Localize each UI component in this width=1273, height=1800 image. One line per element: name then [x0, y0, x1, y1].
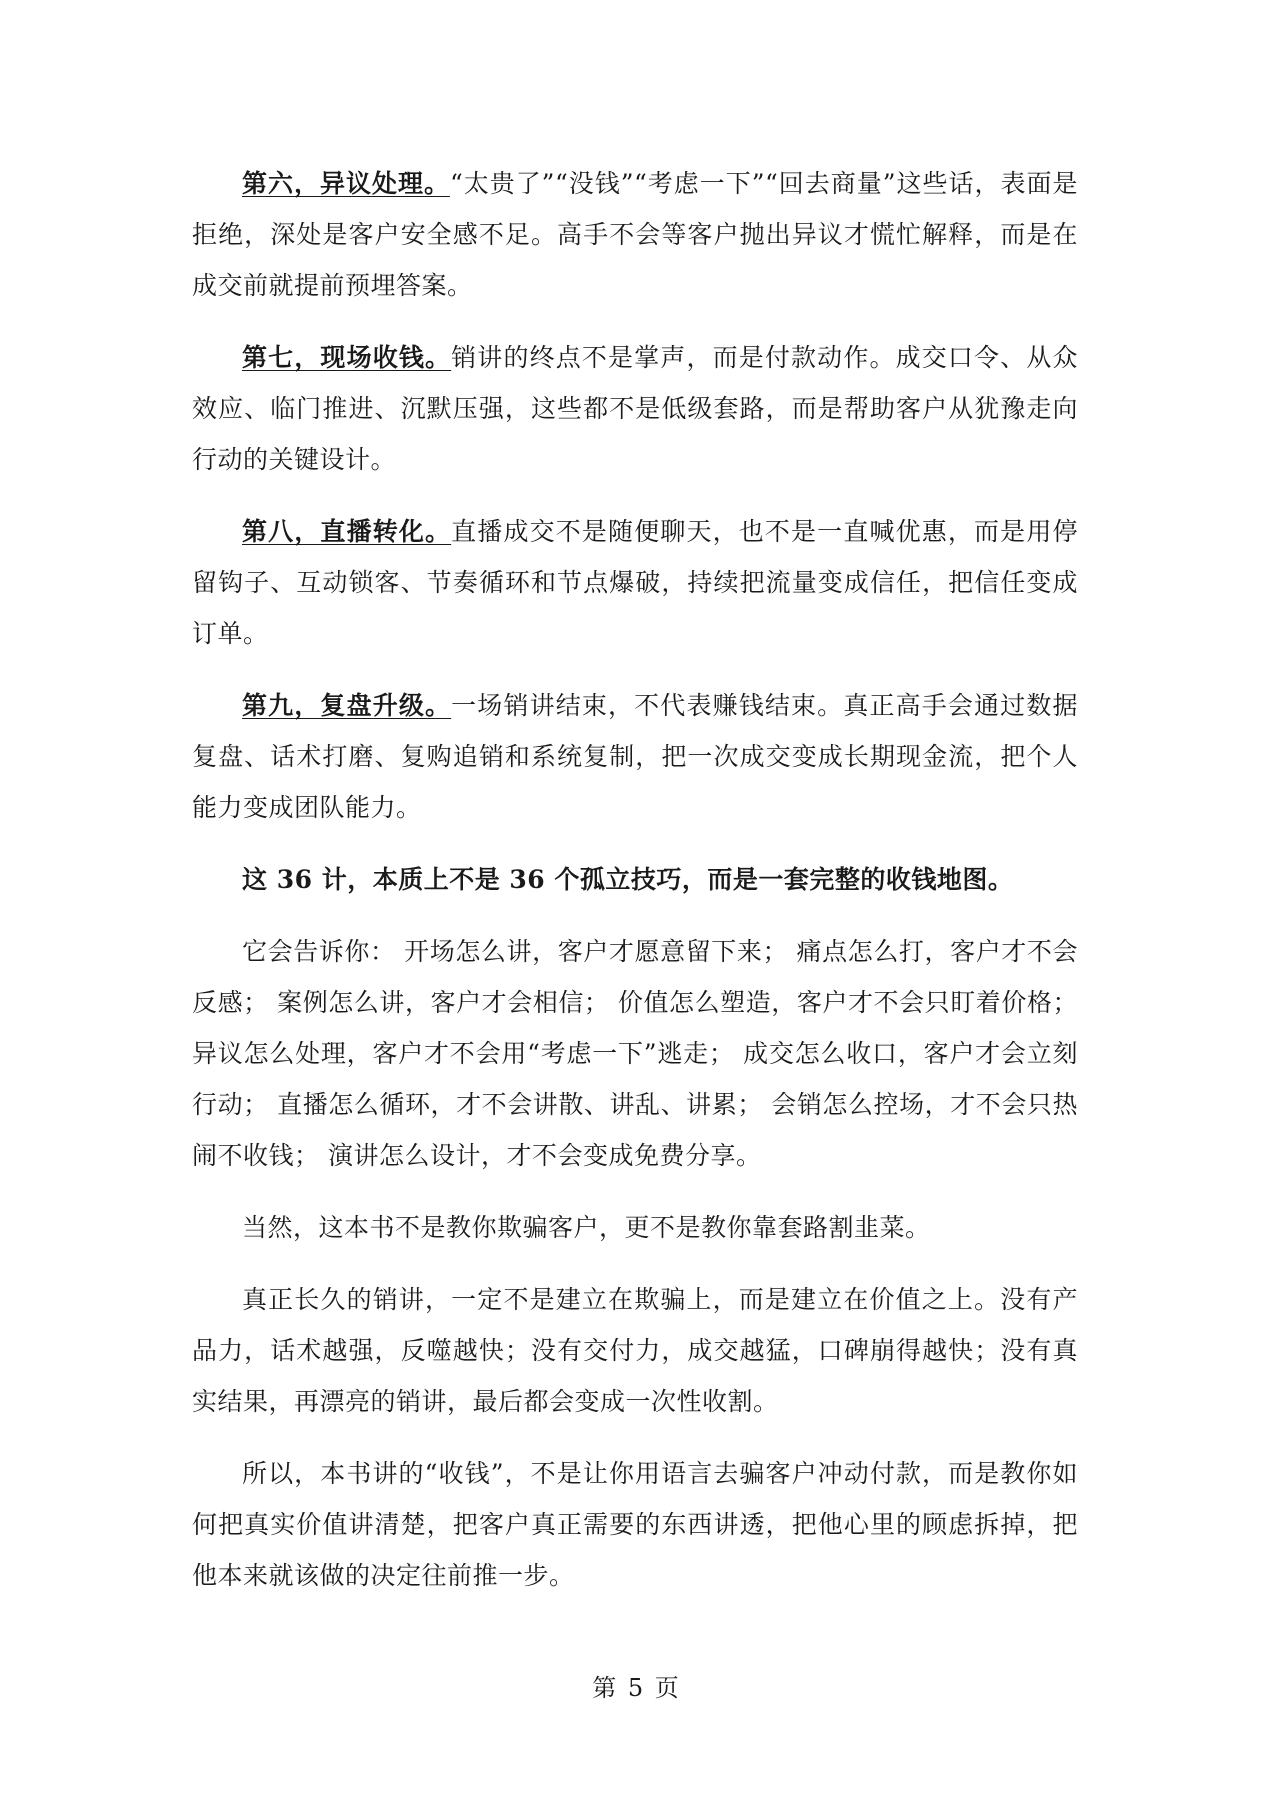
section-paragraph-8 [192, 506, 1078, 659]
section-body-9: 一场销讲结束，不代表赚钱结束。真正高手会通过数据复盘、话术打磨、复购追销和系统复制，把一次成交变成长期现金流，把个人能力变成团队能力。 [192, 691, 1078, 822]
section-paragraph-9 [192, 680, 1078, 833]
section-title-6: 第六，异议处理。 [242, 169, 450, 198]
section-title-9: 第九，复盘升级。 [242, 691, 452, 720]
section-paragraph-6 [192, 158, 1078, 311]
summary-line: 这 36 计，本质上不是 36 个孤立技巧，而是一套完整的收钱地图。 [242, 865, 1014, 894]
section-title-8: 第八，直播转化。 [242, 517, 452, 546]
section-body-7: 销讲的终点不是掌声，而是付款动作。成交口令、从众效应、临门推进、沉默压强，这些都不是低级套路，而是帮助客户从犹豫走向行动的关键设计。 [192, 343, 1078, 474]
body-paragraph-3: 真正长久的销讲，一定不是建立在欺骗上，而是建立在价值之上。没有产品力，话术越强，反噬越快；没有交付力，成交越猛，口碑崩得越快；没有真实结果，再漂亮的销讲，最后都会变成一次性收割。 [192, 1285, 1078, 1416]
section-body-8: 直播成交不是随便聊天，也不是一直喊优惠，而是用停留钩子、互动锁客、节奏循环和节点爆破，持续把流量变成信任，把信任变成订单。 [192, 517, 1078, 648]
page-number: 第 5 页 [592, 1674, 681, 1702]
section-body-6: “太贵了”“没钱”“考虑一下”“回去商量”这些话，表面是拒绝，深处是客户安全感不足。高手不会等客户抛出异议才慌忙解释，而是在成交前就提前预埋答案。 [192, 169, 1078, 300]
body-paragraph-2: 当然，这本书不是教你欺骗客户，更不是教你靠套路割韭菜。 [242, 1213, 931, 1242]
document-page [192, 158, 1078, 1622]
body-paragraph-1: 它会告诉你： 开场怎么讲，客户才愿意留下来； 痛点怎么打，客户才不会反感； 案例怎么讲，客户才会相信； 价值怎么塑造，客户才不会只盯着价格； 异议怎么处理，客户才不会用“考虑一下”逃走； 成交怎么收口，客户才会立刻行动； 直播怎么循环，才不会讲散、讲乱、讲累； 会销怎么控场，才不会只热闹不收钱； 演讲怎么设计，才不会变成免费分享。 [192, 937, 1078, 1170]
section-title-7: 第七，现场收钱。 [242, 343, 452, 372]
section-paragraph-7 [192, 332, 1078, 485]
body-paragraph-4: 所以，本书讲的“收钱”，不是让你用语言去骗客户冲动付款，而是教你如何把真实价值讲清楚，把客户真正需要的东西讲透，把他心里的顾虑拆掉，把他本来就该做的决定往前推一步。 [192, 1459, 1078, 1590]
